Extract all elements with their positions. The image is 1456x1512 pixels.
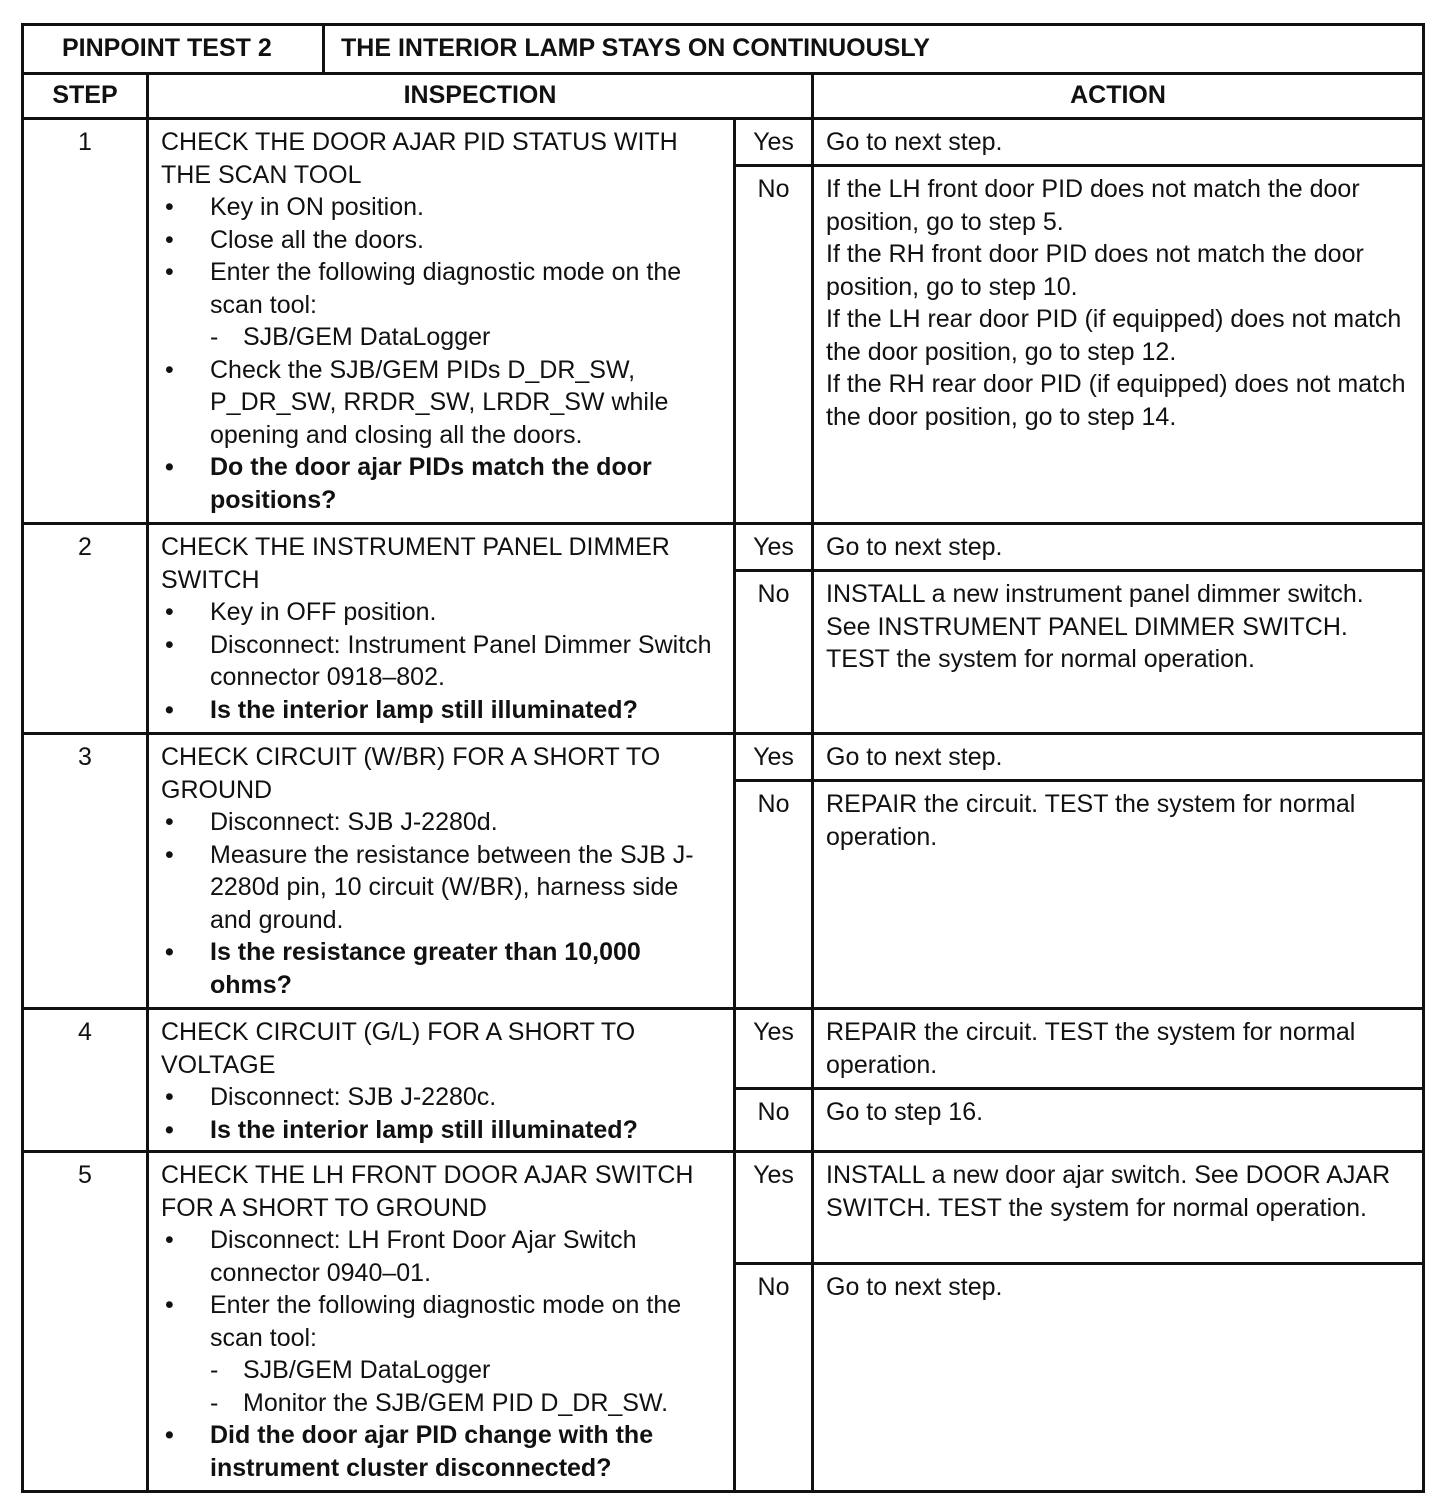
sub-bullet-item: - SJB/GEM DataLogger bbox=[210, 321, 725, 354]
pinpoint-test-table bbox=[21, 23, 1425, 1493]
no-action-line: If the RH front door PID does not match the door position, go to step 10. bbox=[826, 240, 1364, 301]
no-action-line: If the LH rear door PID (if equipped) does not match the door position, go to step 12. bbox=[826, 305, 1402, 366]
step-row bbox=[23, 1152, 1424, 1264]
test-id: PINPOINT TEST 2 bbox=[23, 25, 324, 74]
no-action bbox=[813, 166, 1424, 524]
bullet-list bbox=[161, 191, 725, 516]
bullet-item bbox=[161, 1289, 725, 1419]
step-title: CHECK THE LH FRONT DOOR AJAR SWITCH FOR A SHORT TO GROUND bbox=[161, 1161, 694, 1222]
column-inspection: INSPECTION bbox=[148, 74, 813, 119]
step-number: 1 bbox=[23, 119, 148, 524]
step-row bbox=[23, 734, 1424, 781]
step-title: CHECK CIRCUIT (W/BR) FOR A SHORT TO GROUND bbox=[161, 743, 661, 804]
column-action: ACTION bbox=[813, 74, 1424, 119]
yes-label: Yes bbox=[735, 119, 813, 166]
question: • Is the interior lamp still illuminated? bbox=[161, 694, 725, 727]
no-action-line: If the LH front door PID does not match the door position, go to step 5. bbox=[826, 175, 1360, 236]
bullet-item: • Measure the resistance between the SJB J-2280d pin, 10 circuit (W/BR), harness side and ground. bbox=[161, 839, 725, 937]
question: • Do the door ajar PIDs match the door positions? bbox=[161, 451, 725, 516]
yes-label: Yes bbox=[735, 734, 813, 781]
bullet-item: • Close all the doors. bbox=[161, 224, 725, 257]
step-number: 4 bbox=[23, 1009, 148, 1152]
sub-bullet-item: - Monitor the SJB/GEM PID D_DR_SW. bbox=[210, 1387, 725, 1420]
step-number: 2 bbox=[23, 524, 148, 734]
column-step: STEP bbox=[23, 74, 148, 119]
bullet-text: Enter the following diagnostic mode on the scan tool: bbox=[210, 1291, 682, 1352]
step-number: 3 bbox=[23, 734, 148, 1009]
step-title: CHECK THE DOOR AJAR PID STATUS WITH THE SCAN TOOL bbox=[161, 128, 678, 189]
no-label: No bbox=[735, 571, 813, 734]
bullet-text: Enter the following diagnostic mode on the scan tool: bbox=[210, 258, 682, 319]
yes-action: REPAIR the circuit. TEST the system for normal operation. bbox=[813, 1009, 1424, 1089]
step-row bbox=[23, 1009, 1424, 1089]
inspection-cell bbox=[148, 734, 735, 1009]
inspection-cell bbox=[148, 1152, 735, 1492]
bullet-item: • Disconnect: Instrument Panel Dimmer Switch connector 0918–802. bbox=[161, 629, 725, 694]
no-label: No bbox=[735, 1089, 813, 1152]
bullet-item: • Disconnect: LH Front Door Ajar Switch connector 0940–01. bbox=[161, 1224, 725, 1289]
test-title: THE INTERIOR LAMP STAYS ON CONTINUOUSLY bbox=[324, 25, 1424, 74]
yes-action: Go to next step. bbox=[813, 734, 1424, 781]
no-action: Go to step 16. bbox=[813, 1089, 1424, 1152]
bullet-item: • Disconnect: SJB J-2280d. bbox=[161, 806, 725, 839]
no-label: No bbox=[735, 781, 813, 1009]
no-action: Go to next step. bbox=[813, 1264, 1424, 1492]
table-title-row bbox=[23, 25, 1424, 74]
yes-action: INSTALL a new door ajar switch. See DOOR AJAR SWITCH. TEST the system for normal operation. bbox=[813, 1152, 1424, 1264]
no-action: REPAIR the circuit. TEST the system for normal operation. bbox=[813, 781, 1424, 1009]
pinpoint-test-sheet bbox=[21, 23, 1422, 1492]
bullet-item: • Check the SJB/GEM PIDs D_DR_SW, P_DR_SW, RRDR_SW, LRDR_SW while opening and closing all the doors. bbox=[161, 354, 725, 452]
no-label: No bbox=[735, 1264, 813, 1492]
bullet-item bbox=[161, 256, 725, 354]
no-action-line: If the RH rear door PID (if equipped) does not match the door position, go to step 14. bbox=[826, 370, 1406, 431]
sub-bullet-list bbox=[210, 1354, 725, 1419]
bullet-item: • Key in ON position. bbox=[161, 191, 725, 224]
yes-label: Yes bbox=[735, 1152, 813, 1264]
inspection-cell bbox=[148, 1009, 735, 1152]
no-action: INSTALL a new instrument panel dimmer switch. See INSTRUMENT PANEL DIMMER SWITCH. TEST the system for normal operation. bbox=[813, 571, 1424, 734]
question: • Did the door ajar PID change with the instrument cluster disconnected? bbox=[161, 1419, 725, 1484]
yes-action: Go to next step. bbox=[813, 524, 1424, 571]
bullet-list bbox=[161, 1224, 725, 1484]
bullet-item: • Key in OFF position. bbox=[161, 596, 725, 629]
sub-bullet-list bbox=[210, 321, 725, 354]
inspection-cell bbox=[148, 524, 735, 734]
question: • Is the interior lamp still illuminated? bbox=[161, 1114, 725, 1147]
step-title: CHECK THE INSTRUMENT PANEL DIMMER SWITCH bbox=[161, 533, 670, 594]
bullet-list bbox=[161, 596, 725, 726]
no-label: No bbox=[735, 166, 813, 524]
step-row bbox=[23, 524, 1424, 571]
yes-label: Yes bbox=[735, 1009, 813, 1089]
column-header-row bbox=[23, 74, 1424, 119]
bullet-list bbox=[161, 1081, 725, 1146]
step-row bbox=[23, 119, 1424, 166]
question: • Is the resistance greater than 10,000 ohms? bbox=[161, 936, 725, 1001]
yes-action: Go to next step. bbox=[813, 119, 1424, 166]
yes-label: Yes bbox=[735, 524, 813, 571]
sub-bullet-item: - SJB/GEM DataLogger bbox=[210, 1354, 725, 1387]
inspection-cell bbox=[148, 119, 735, 524]
bullet-item: • Disconnect: SJB J-2280c. bbox=[161, 1081, 725, 1114]
bullet-list bbox=[161, 806, 725, 1001]
step-number: 5 bbox=[23, 1152, 148, 1492]
step-title: CHECK CIRCUIT (G/L) FOR A SHORT TO VOLTAGE bbox=[161, 1018, 636, 1079]
